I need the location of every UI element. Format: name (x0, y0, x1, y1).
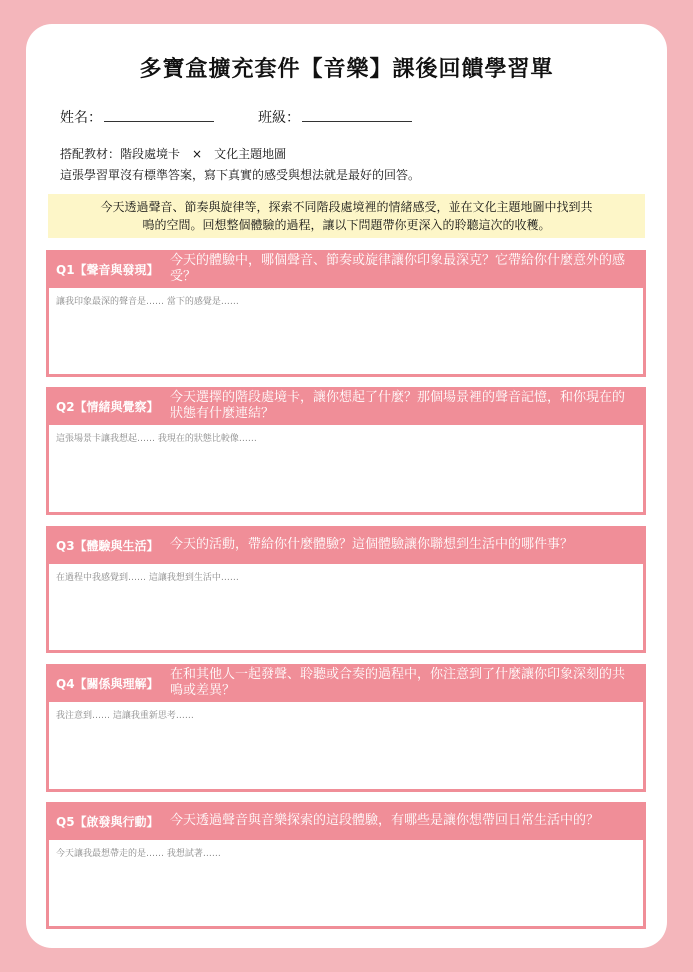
answer-hint-4: 我注意到…… 這讓我重新思考…… (56, 711, 194, 721)
question-5-text: 今天透過聲音與音樂探索的這段體驗，有哪些是讓你想帶回日常生活中的？ (170, 813, 600, 828)
answer-box-5[interactable] (49, 840, 643, 926)
material-prefix: 搭配教材：階段處境卡 (60, 147, 181, 161)
question-3 (46, 526, 646, 653)
answer-box-3[interactable] (49, 564, 643, 650)
answer-box-1[interactable] (49, 288, 643, 374)
question-5-label: Q5【啟發與行動】 (56, 815, 159, 829)
question-2-text: 今天選擇的階段處境卡，讓你想起了什麼？那個場景裡的聲音記憶，和你現在的狀態有什麼連結？ (170, 390, 626, 421)
material-suffix: 文化主題地圖 (214, 147, 287, 161)
material-line (60, 145, 286, 162)
name-field (60, 107, 214, 127)
intro-line-2: 鳴的空間。回想整個體驗的過程，讓以下問題帶你更深入的聆聽這次的收穫。 (142, 218, 551, 232)
note-text: 這張學習單沒有標準答案，寫下真實的感受與想法就是最好的回答。 (60, 168, 421, 182)
question-2 (46, 387, 646, 515)
intro-line-1: 今天透過聲音、節奏與旋律等，探索不同階段處境裡的情緒感受，並在文化主題地圖中找到共 (100, 200, 593, 214)
answer-hint-5: 今天讓我最想帶走的是…… 我想試著…… (56, 849, 221, 859)
answer-hint-2: 這張場景卡讓我想起…… 我現在的狀態比較像…… (56, 434, 257, 444)
question-5 (46, 802, 646, 929)
worksheet-title: 多寶盒擴充套件【音樂】課後回饋學習單 (139, 57, 554, 82)
name-label: 姓名： (60, 110, 102, 126)
question-4-label: Q4【關係與理解】 (56, 677, 159, 691)
answer-box-2[interactable] (49, 425, 643, 512)
intro-box (48, 194, 645, 238)
class-blank[interactable] (302, 109, 412, 122)
times-sign: × (192, 147, 203, 161)
question-3-text: 今天的活動，帶給你什麼體驗？這個體驗讓你聯想到生活中的哪件事？ (170, 537, 574, 552)
question-2-label: Q2【情緒與覺察】 (56, 400, 159, 414)
question-3-label: Q3【體驗與生活】 (56, 539, 159, 553)
question-1-label: Q1【聲音與發現】 (56, 263, 159, 277)
class-field (258, 107, 412, 127)
answer-box-4[interactable] (49, 702, 643, 789)
worksheet (26, 24, 667, 948)
answer-hint-1: 讓我印象最深的聲音是…… 當下的感覺是…… (56, 297, 239, 307)
class-label: 班級： (258, 110, 300, 126)
question-4-text: 在和其他人一起發聲、聆聽或合奏的過程中，你注意到了什麼讓你印象深刻的共鳴或差異？ (170, 667, 626, 698)
question-1-text: 今天的體驗中，哪個聲音、節奏或旋律讓你印象最深克？它帶給你什麼意外的感受？ (170, 253, 626, 284)
name-blank[interactable] (104, 109, 214, 122)
answer-hint-3: 在過程中我感覺到…… 這讓我想到生活中…… (56, 573, 239, 583)
question-1 (46, 250, 646, 377)
question-4 (46, 664, 646, 792)
